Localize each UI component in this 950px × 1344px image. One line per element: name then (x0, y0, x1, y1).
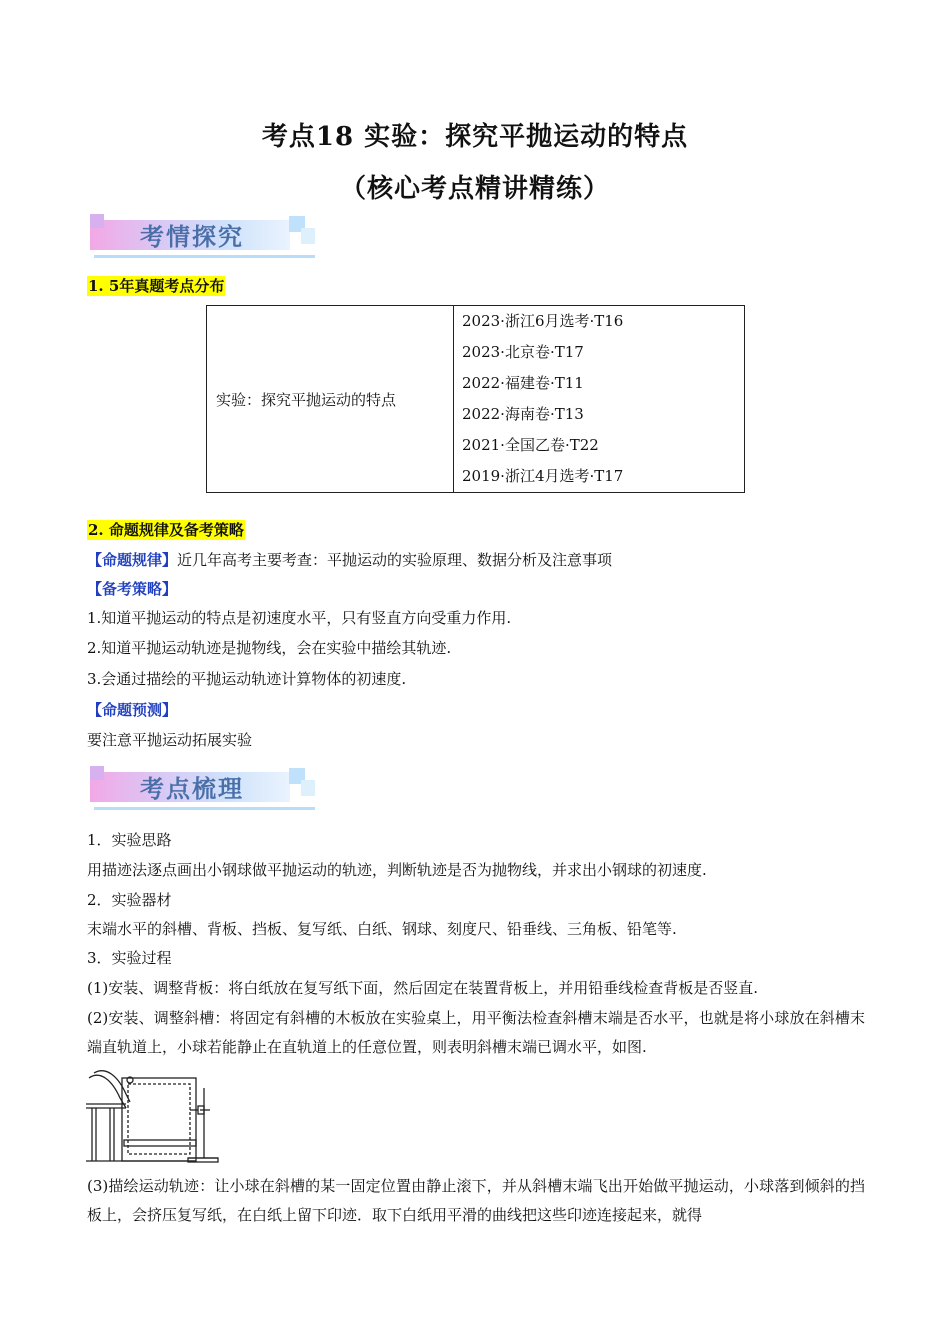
exam-item: 2019·浙江4月选考·T17 (462, 467, 624, 485)
strategy-item: 2.知道平抛运动轨迹是抛物线，会在实验中描绘其轨迹. (87, 639, 452, 657)
topic-cell: 实验：探究平抛运动的特点 (207, 306, 454, 493)
rule-label: 【命题规律】 (87, 551, 178, 569)
content-paragraph: (2)安装、调整斜槽：将固定有斜槽的木板放在实验桌上，用平衡法检查斜槽末端是否水平，也就是将小球放在斜槽末端直轨道上，小球若能静止在直轨道上的任意位置，则表明斜槽末端已调水平，如图. (87, 1009, 865, 1056)
rule-text: 近几年高考主要考查：平抛运动的实验原理、数据分析及注意事项 (177, 551, 613, 569)
content-paragraph: 末端水平的斜槽、背板、挡板、复写纸、白纸、钢球、刻度尺、铅垂线、三角板、铅笔等. (87, 920, 677, 938)
banner-corner (90, 766, 104, 780)
banner-square (301, 780, 315, 796)
section-heading: 1. 5年真题考点分布 (88, 277, 225, 295)
page-title: 考点18 实验：探究平抛运动的特点 (261, 122, 689, 152)
section-banner-exam-analysis (90, 214, 315, 258)
content-heading: 3．实验过程 (87, 949, 172, 967)
banner-label: 考情探究 (140, 223, 244, 251)
forecast-text: 要注意平抛运动拓展实验 (87, 731, 253, 749)
content-paragraph: (3)描绘运动轨迹：让小球在斜槽的某一固定位置由静止滚下，并从斜槽末端飞出开始做平抛运动，小球落到倾斜的挡板上，会挤压复写纸，在白纸上留下印迹．取下白纸用平滑的曲线把这些印迹连接起来，就得 (87, 1177, 865, 1224)
exam-item: 2022·海南卷·T13 (462, 405, 584, 423)
content-heading: 2．实验器材 (87, 891, 172, 909)
strategy-item: 3.会通过描绘的平抛运动轨迹计算物体的初速度. (87, 670, 407, 688)
banner-square (301, 228, 315, 244)
exam-list-cell (454, 306, 745, 493)
content-heading: 1．实验思路 (87, 831, 172, 849)
rule-paragraph (87, 550, 612, 570)
section-heading: 2. 命题规律及备考策略 (88, 521, 244, 539)
exam-item: 2022·福建卷·T11 (462, 374, 584, 392)
banner-label: 考点梳理 (140, 775, 244, 803)
banner-corner (90, 214, 104, 228)
exam-item: 2023·北京卷·T17 (462, 343, 584, 361)
section-banner-key-points (90, 766, 315, 810)
apparatus-figure (86, 1066, 220, 1164)
exam-item: 2021·全国乙卷·T22 (462, 436, 599, 454)
forecast-label: 【命题预测】 (87, 701, 178, 719)
content-paragraph: 用描迹法逐点画出小钢球做平抛运动的轨迹，判断轨迹是否为抛物线，并求出小钢球的初速度. (87, 861, 707, 879)
page-subtitle: （核心考点精讲精练） (339, 174, 610, 204)
content-paragraph: (1)安装、调整背板：将白纸放在复写纸下面，然后固定在装置背板上，并用铅垂线检查背板是否竖直. (87, 979, 759, 997)
exam-item: 2023·浙江6月选考·T16 (462, 312, 624, 330)
strategy-item: 1.知道平抛运动的特点是初速度水平，只有竖直方向受重力作用. (87, 609, 512, 627)
banner-underline (94, 255, 315, 258)
table-row (207, 306, 745, 493)
banner-underline (94, 807, 315, 810)
exam-distribution-table (206, 305, 745, 493)
strategy-label: 【备考策略】 (87, 580, 178, 598)
